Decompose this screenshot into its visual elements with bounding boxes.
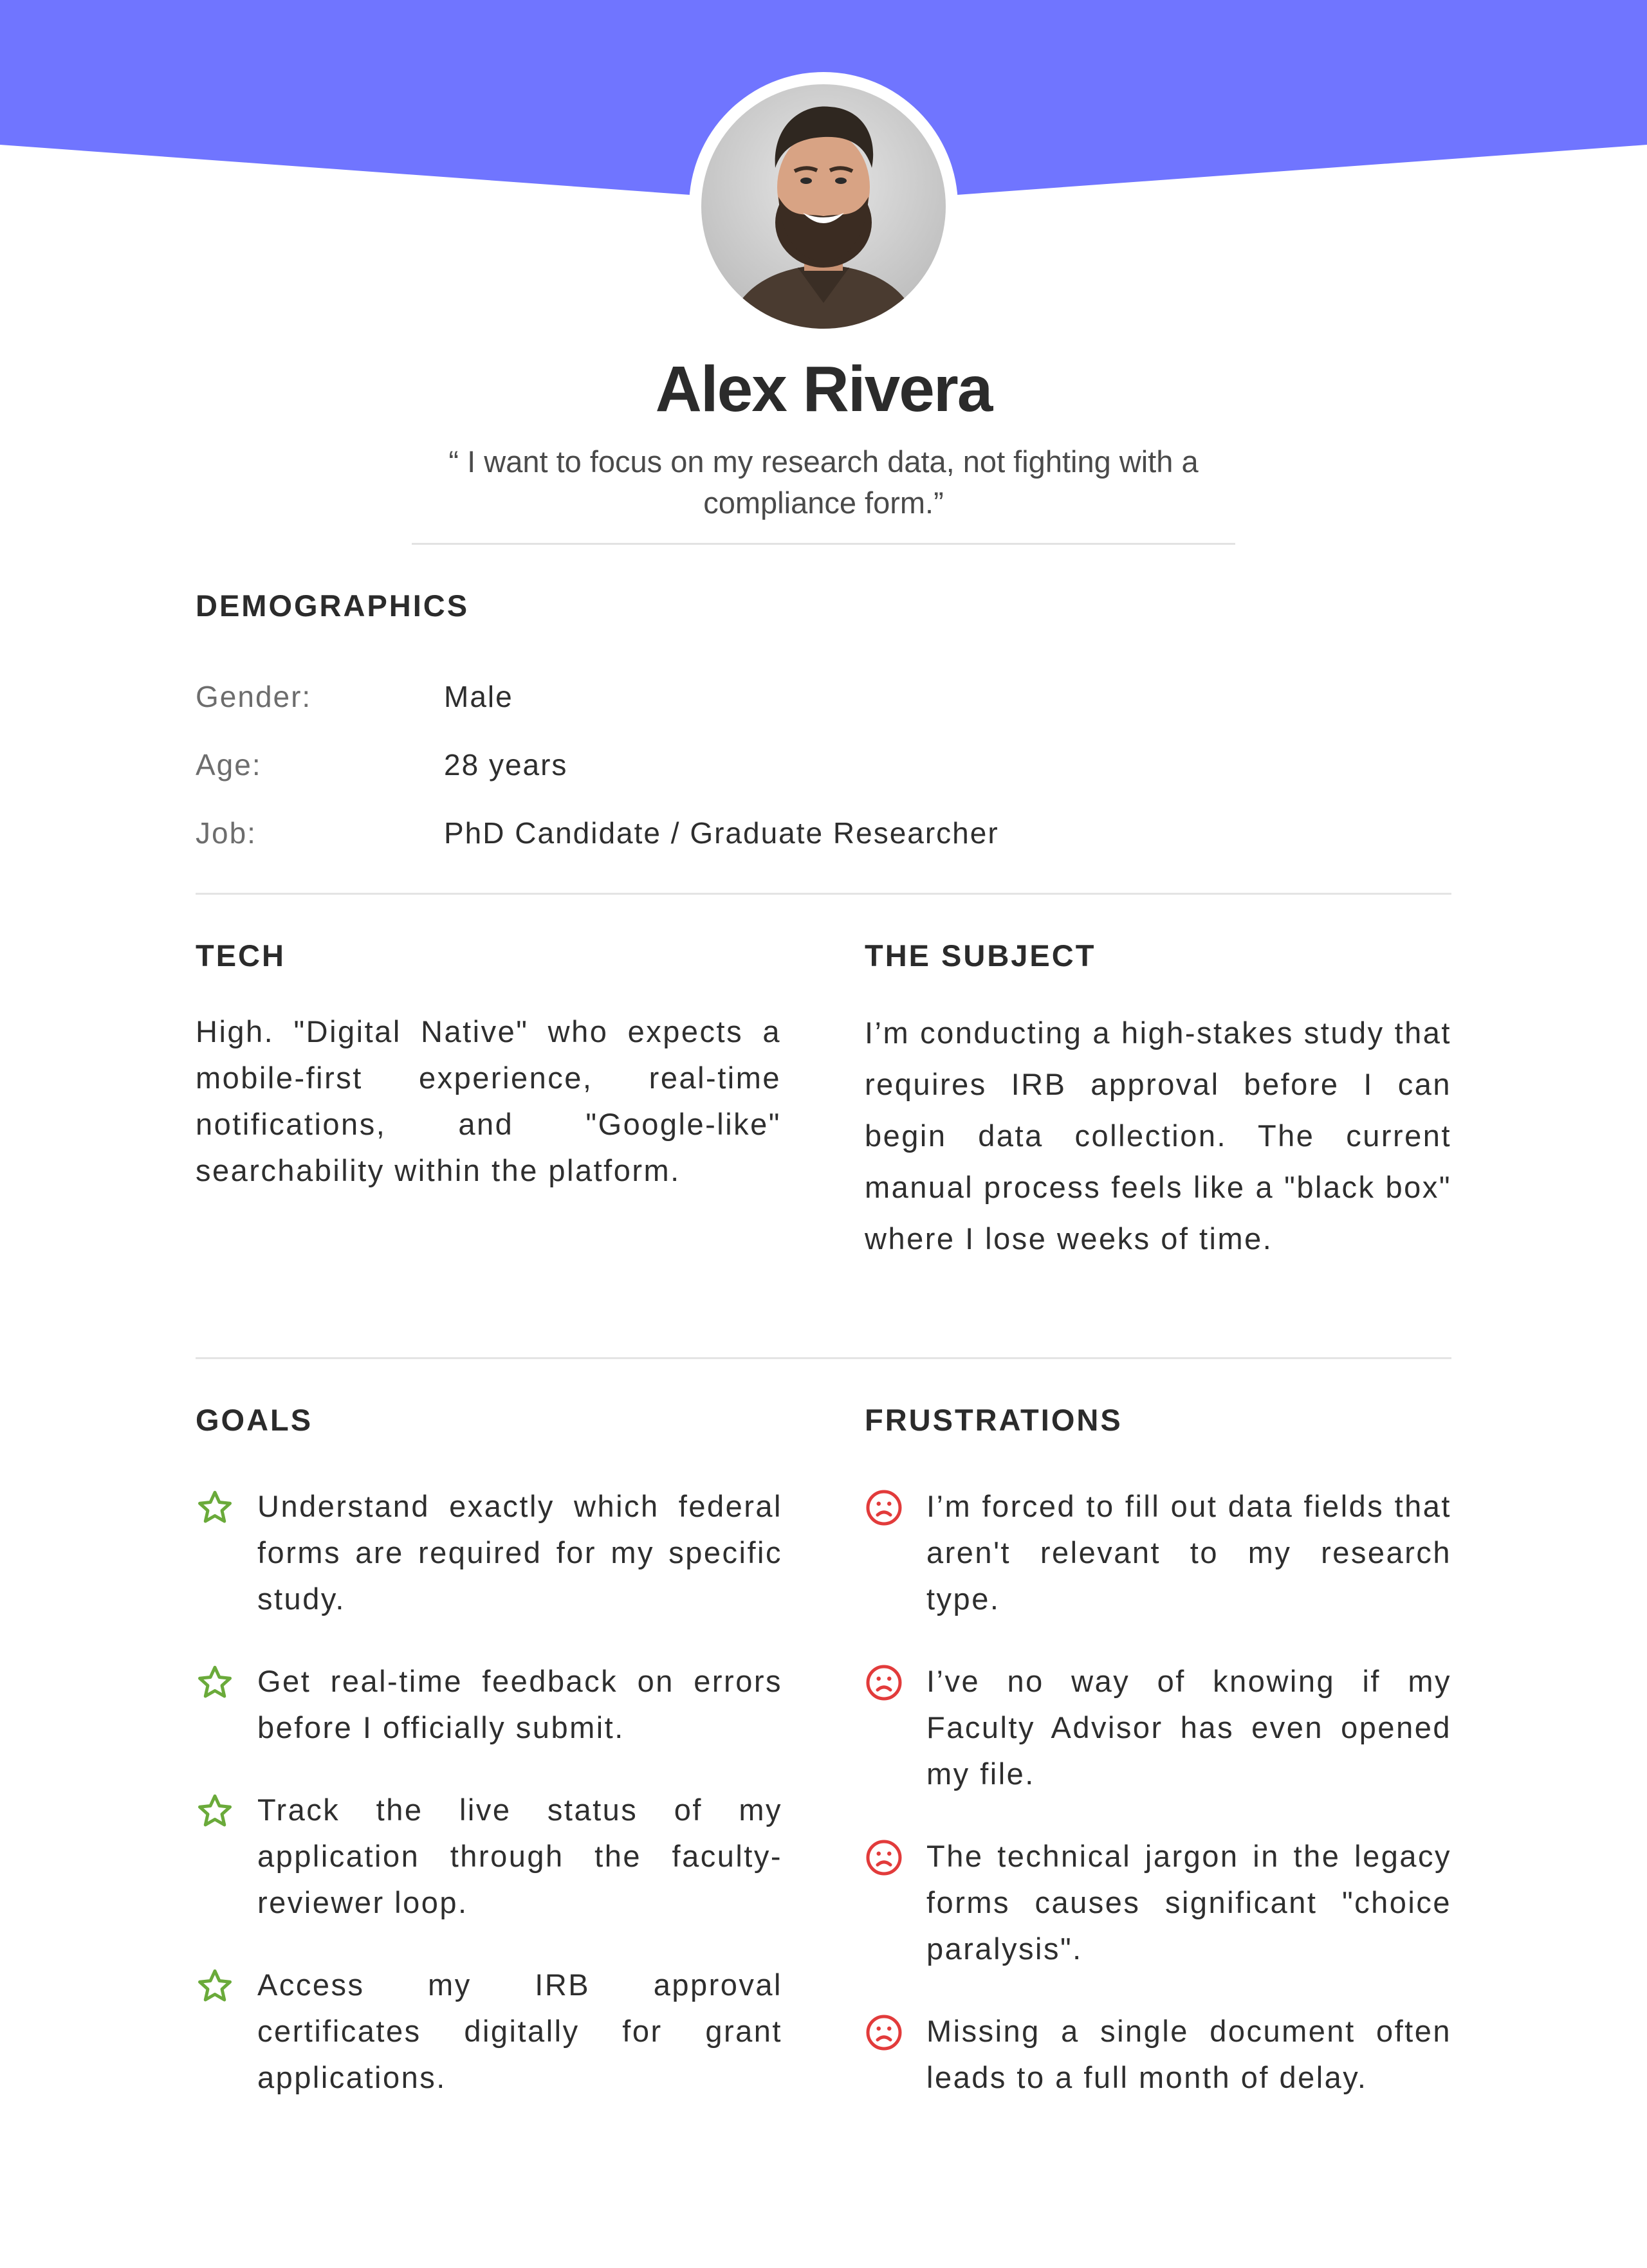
sad-face-icon <box>865 1838 903 1877</box>
frustration-item <box>865 2008 1451 2101</box>
goal-text: Track the live status of my application through the faculty-reviewer loop. <box>257 1793 782 1919</box>
persona-name: Alex Rivera <box>655 353 992 425</box>
star-icon <box>196 1488 234 1527</box>
frustration-text: I’m forced to fill out data fields that aren't relevant to my research type. <box>926 1489 1451 1616</box>
age-value: 28 years <box>444 748 568 782</box>
quote-divider <box>412 543 1235 545</box>
star-icon <box>196 1663 234 1702</box>
star-icon <box>196 1967 234 2006</box>
goal-text: Access my IRB approval certificates digitally for grant applications. <box>257 1968 782 2094</box>
gender-value: Male <box>444 680 513 713</box>
sad-face-icon <box>865 2013 903 2052</box>
job-value: PhD Candidate / Graduate Researcher <box>444 816 999 850</box>
goal-item <box>196 1483 782 1622</box>
avatar-photo <box>701 84 946 329</box>
goal-text: Understand exactly which federal forms are required for my specific study. <box>257 1489 782 1616</box>
frustration-text: The technical jargon in the legacy forms causes significant "choice paralysis". <box>926 1839 1451 1966</box>
goal-item <box>196 1787 782 1926</box>
age-label: Age: <box>196 748 262 782</box>
subject-title: THE SUBJECT <box>865 938 1096 973</box>
frustrations-title: FRUSTRATIONS <box>865 1403 1123 1437</box>
demographics-title: DEMOGRAPHICS <box>196 589 470 623</box>
goal-item <box>196 1962 782 2101</box>
frustration-text: I’ve no way of knowing if my Faculty Advisor has even opened my file. <box>926 1664 1451 1791</box>
tech-text: High. "Digital Native" who expects a mobile-first experience, real-time notifications, and "Google-like" searchability within the platform. <box>196 1014 781 1187</box>
section-divider <box>196 893 1451 895</box>
sad-face-icon <box>865 1488 903 1527</box>
persona-quote: “ I want to focus on my research data, not fighting with a compliance form.” <box>448 444 1199 520</box>
frustration-item <box>865 1483 1451 1622</box>
subject-text: I’m conducting a high-stakes study that requires IRB approval before I can begin data collection. The current manual process feels like a "black box" where I lose weeks of time. <box>865 1016 1451 1256</box>
frustrations-list <box>865 1483 1451 2137</box>
job-label: Job: <box>196 816 257 850</box>
frustration-item <box>865 1658 1451 1797</box>
goal-item <box>196 1658 782 1751</box>
tech-title: TECH <box>196 938 286 973</box>
goals-title: GOALS <box>196 1403 313 1437</box>
frustration-text: Missing a single document often leads to a full month of delay. <box>926 2014 1451 2094</box>
avatar <box>689 72 958 341</box>
gender-label: Gender: <box>196 680 312 713</box>
frustration-item <box>865 1833 1451 1972</box>
star-icon <box>196 1792 234 1831</box>
goals-list <box>196 1483 782 2137</box>
sad-face-icon <box>865 1663 903 1702</box>
section-divider <box>196 1357 1451 1359</box>
goal-text: Get real-time feedback on errors before I officially submit. <box>257 1664 782 1744</box>
